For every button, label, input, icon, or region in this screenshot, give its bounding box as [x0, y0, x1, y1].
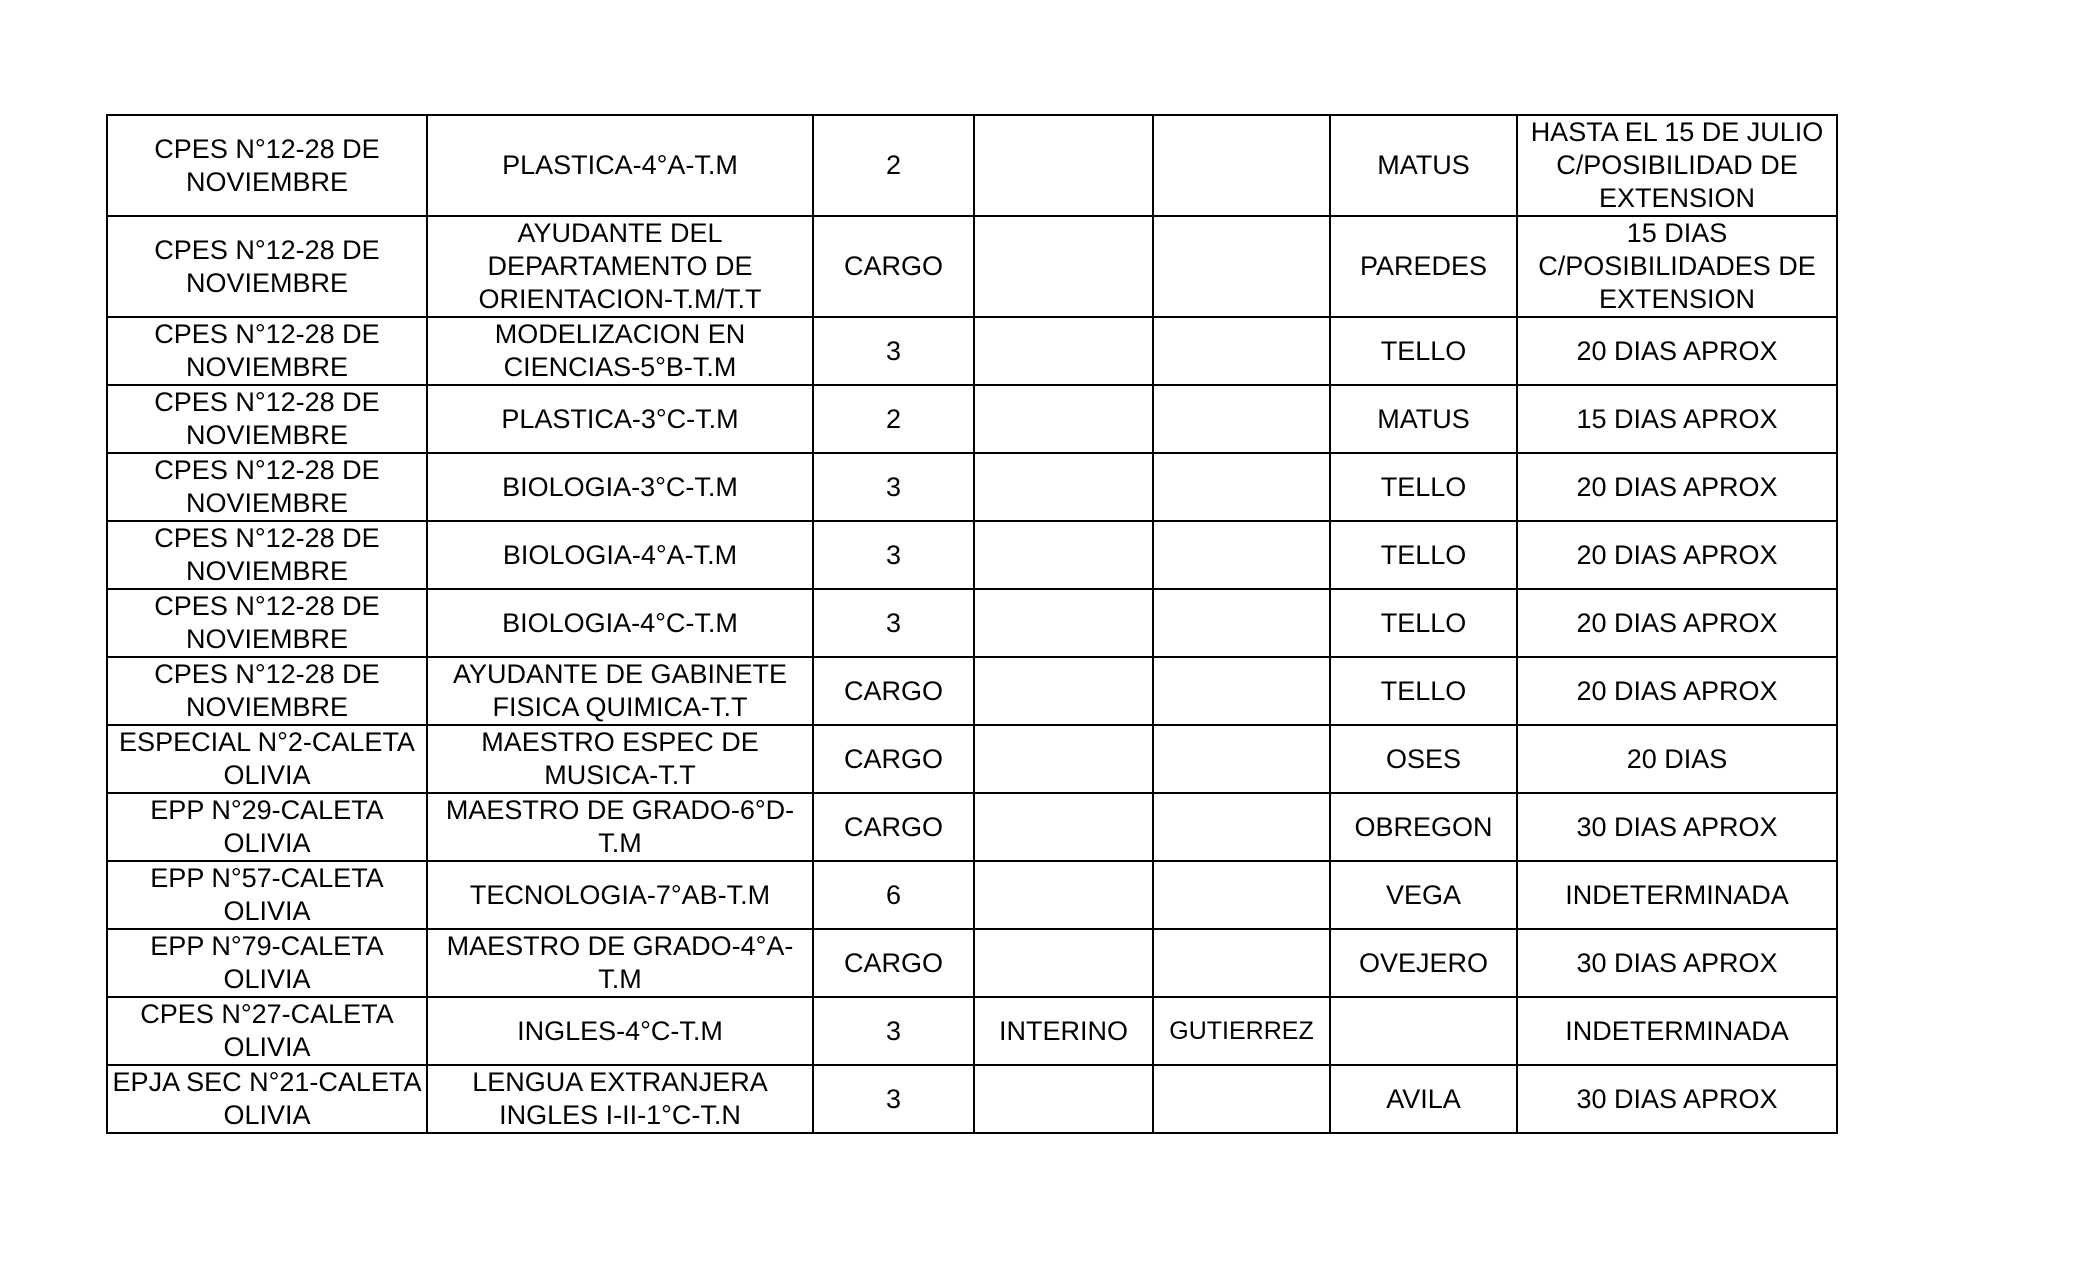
replaced-teacher-cell: TELLO — [1330, 453, 1517, 521]
duration-cell: HASTA EL 15 DE JULIO C/POSIBILIDAD DE EXTENSION — [1517, 115, 1837, 216]
replaced-teacher-cell: AVILA — [1330, 1065, 1517, 1133]
school-cell: EPP N°29-CALETA OLIVIA — [107, 793, 427, 861]
school-cell: CPES N°12-28 DE NOVIEMBRE — [107, 317, 427, 385]
status-cell — [974, 657, 1153, 725]
duration-cell: 30 DIAS APROX — [1517, 793, 1837, 861]
status-cell — [974, 929, 1153, 997]
duration-cell: 30 DIAS APROX — [1517, 1065, 1837, 1133]
replaced-teacher-cell: OBREGON — [1330, 793, 1517, 861]
holder-cell — [1153, 589, 1330, 657]
school-cell: CPES N°12-28 DE NOVIEMBRE — [107, 385, 427, 453]
table-row — [107, 385, 1837, 453]
subject-cell: LENGUA EXTRANJERA INGLES I-II-1°C-T.N — [427, 1065, 813, 1133]
subject-cell: BIOLOGIA-4°A-T.M — [427, 521, 813, 589]
duration-cell: 20 DIAS APROX — [1517, 657, 1837, 725]
hours-cell: 6 — [813, 861, 974, 929]
subject-cell: BIOLOGIA-3°C-T.M — [427, 453, 813, 521]
table-row — [107, 725, 1837, 793]
subject-cell: MAESTRO DE GRADO-4°A-T.M — [427, 929, 813, 997]
subject-cell: MAESTRO ESPEC DE MUSICA-T.T — [427, 725, 813, 793]
school-cell: EPP N°79-CALETA OLIVIA — [107, 929, 427, 997]
table-row — [107, 1065, 1837, 1133]
table-row — [107, 997, 1837, 1065]
hours-cell: CARGO — [813, 725, 974, 793]
hours-cell: 3 — [813, 589, 974, 657]
holder-cell — [1153, 115, 1330, 216]
table-row — [107, 861, 1837, 929]
subject-cell: INGLES-4°C-T.M — [427, 997, 813, 1065]
holder-cell — [1153, 1065, 1330, 1133]
hours-cell: 3 — [813, 1065, 974, 1133]
holder-cell — [1153, 725, 1330, 793]
school-cell: EPP N°57-CALETA OLIVIA — [107, 861, 427, 929]
hours-cell: 2 — [813, 385, 974, 453]
status-cell — [974, 725, 1153, 793]
duration-cell: 30 DIAS APROX — [1517, 929, 1837, 997]
vacancies-table — [106, 114, 1838, 1134]
duration-cell: INDETERMINADA — [1517, 997, 1837, 1065]
replaced-teacher-cell: OVEJERO — [1330, 929, 1517, 997]
duration-cell: 20 DIAS — [1517, 725, 1837, 793]
holder-cell: GUTIERREZ — [1153, 997, 1330, 1065]
duration-cell: 15 DIAS APROX — [1517, 385, 1837, 453]
replaced-teacher-cell: TELLO — [1330, 317, 1517, 385]
table-row — [107, 115, 1837, 216]
school-cell: EPJA SEC N°21-CALETA OLIVIA — [107, 1065, 427, 1133]
subject-cell: AYUDANTE DEL DEPARTAMENTO DE ORIENTACION-T.M/T.T — [427, 216, 813, 317]
school-cell: CPES N°12-28 DE NOVIEMBRE — [107, 115, 427, 216]
hours-cell: CARGO — [813, 657, 974, 725]
school-cell: CPES N°12-28 DE NOVIEMBRE — [107, 521, 427, 589]
subject-cell: BIOLOGIA-4°C-T.M — [427, 589, 813, 657]
status-cell — [974, 521, 1153, 589]
replaced-teacher-cell: MATUS — [1330, 115, 1517, 216]
holder-cell — [1153, 521, 1330, 589]
status-cell: INTERINO — [974, 997, 1153, 1065]
holder-cell — [1153, 657, 1330, 725]
hours-cell: 2 — [813, 115, 974, 216]
subject-cell: AYUDANTE DE GABINETE FISICA QUIMICA-T.T — [427, 657, 813, 725]
school-cell: CPES N°12-28 DE NOVIEMBRE — [107, 657, 427, 725]
status-cell — [974, 861, 1153, 929]
table-row — [107, 216, 1837, 317]
school-cell: CPES N°27-CALETA OLIVIA — [107, 997, 427, 1065]
duration-cell: 20 DIAS APROX — [1517, 589, 1837, 657]
subject-cell: TECNOLOGIA-7°AB-T.M — [427, 861, 813, 929]
hours-cell: CARGO — [813, 216, 974, 317]
subject-cell: PLASTICA-4°A-T.M — [427, 115, 813, 216]
school-cell: CPES N°12-28 DE NOVIEMBRE — [107, 453, 427, 521]
school-cell: CPES N°12-28 DE NOVIEMBRE — [107, 216, 427, 317]
status-cell — [974, 589, 1153, 657]
holder-cell — [1153, 861, 1330, 929]
hours-cell: 3 — [813, 521, 974, 589]
table-row — [107, 589, 1837, 657]
hours-cell: 3 — [813, 453, 974, 521]
status-cell — [974, 453, 1153, 521]
replaced-teacher-cell: TELLO — [1330, 657, 1517, 725]
duration-cell: 20 DIAS APROX — [1517, 453, 1837, 521]
replaced-teacher-cell: PAREDES — [1330, 216, 1517, 317]
status-cell — [974, 1065, 1153, 1133]
replaced-teacher-cell: MATUS — [1330, 385, 1517, 453]
table-row — [107, 521, 1837, 589]
replaced-teacher-cell: VEGA — [1330, 861, 1517, 929]
subject-cell: MODELIZACION EN CIENCIAS-5°B-T.M — [427, 317, 813, 385]
table-row — [107, 929, 1837, 997]
table-row — [107, 317, 1837, 385]
duration-cell: 20 DIAS APROX — [1517, 521, 1837, 589]
holder-cell — [1153, 453, 1330, 521]
hours-cell: CARGO — [813, 929, 974, 997]
duration-cell: INDETERMINADA — [1517, 861, 1837, 929]
replaced-teacher-cell: TELLO — [1330, 521, 1517, 589]
holder-cell — [1153, 793, 1330, 861]
table-row — [107, 453, 1837, 521]
school-cell: CPES N°12-28 DE NOVIEMBRE — [107, 589, 427, 657]
table-row — [107, 793, 1837, 861]
subject-cell: PLASTICA-3°C-T.M — [427, 385, 813, 453]
hours-cell: CARGO — [813, 793, 974, 861]
replaced-teacher-cell: TELLO — [1330, 589, 1517, 657]
status-cell — [974, 793, 1153, 861]
holder-cell — [1153, 385, 1330, 453]
status-cell — [974, 385, 1153, 453]
subject-cell: MAESTRO DE GRADO-6°D-T.M — [427, 793, 813, 861]
duration-cell: 15 DIAS C/POSIBILIDADES DE EXTENSION — [1517, 216, 1837, 317]
replaced-teacher-cell — [1330, 997, 1517, 1065]
holder-cell — [1153, 317, 1330, 385]
status-cell — [974, 216, 1153, 317]
status-cell — [974, 317, 1153, 385]
status-cell — [974, 115, 1153, 216]
duration-cell: 20 DIAS APROX — [1517, 317, 1837, 385]
table-row — [107, 657, 1837, 725]
replaced-teacher-cell: OSES — [1330, 725, 1517, 793]
table-body — [107, 115, 1837, 1133]
school-cell: ESPECIAL N°2-CALETA OLIVIA — [107, 725, 427, 793]
holder-cell — [1153, 216, 1330, 317]
holder-cell — [1153, 929, 1330, 997]
hours-cell: 3 — [813, 997, 974, 1065]
hours-cell: 3 — [813, 317, 974, 385]
